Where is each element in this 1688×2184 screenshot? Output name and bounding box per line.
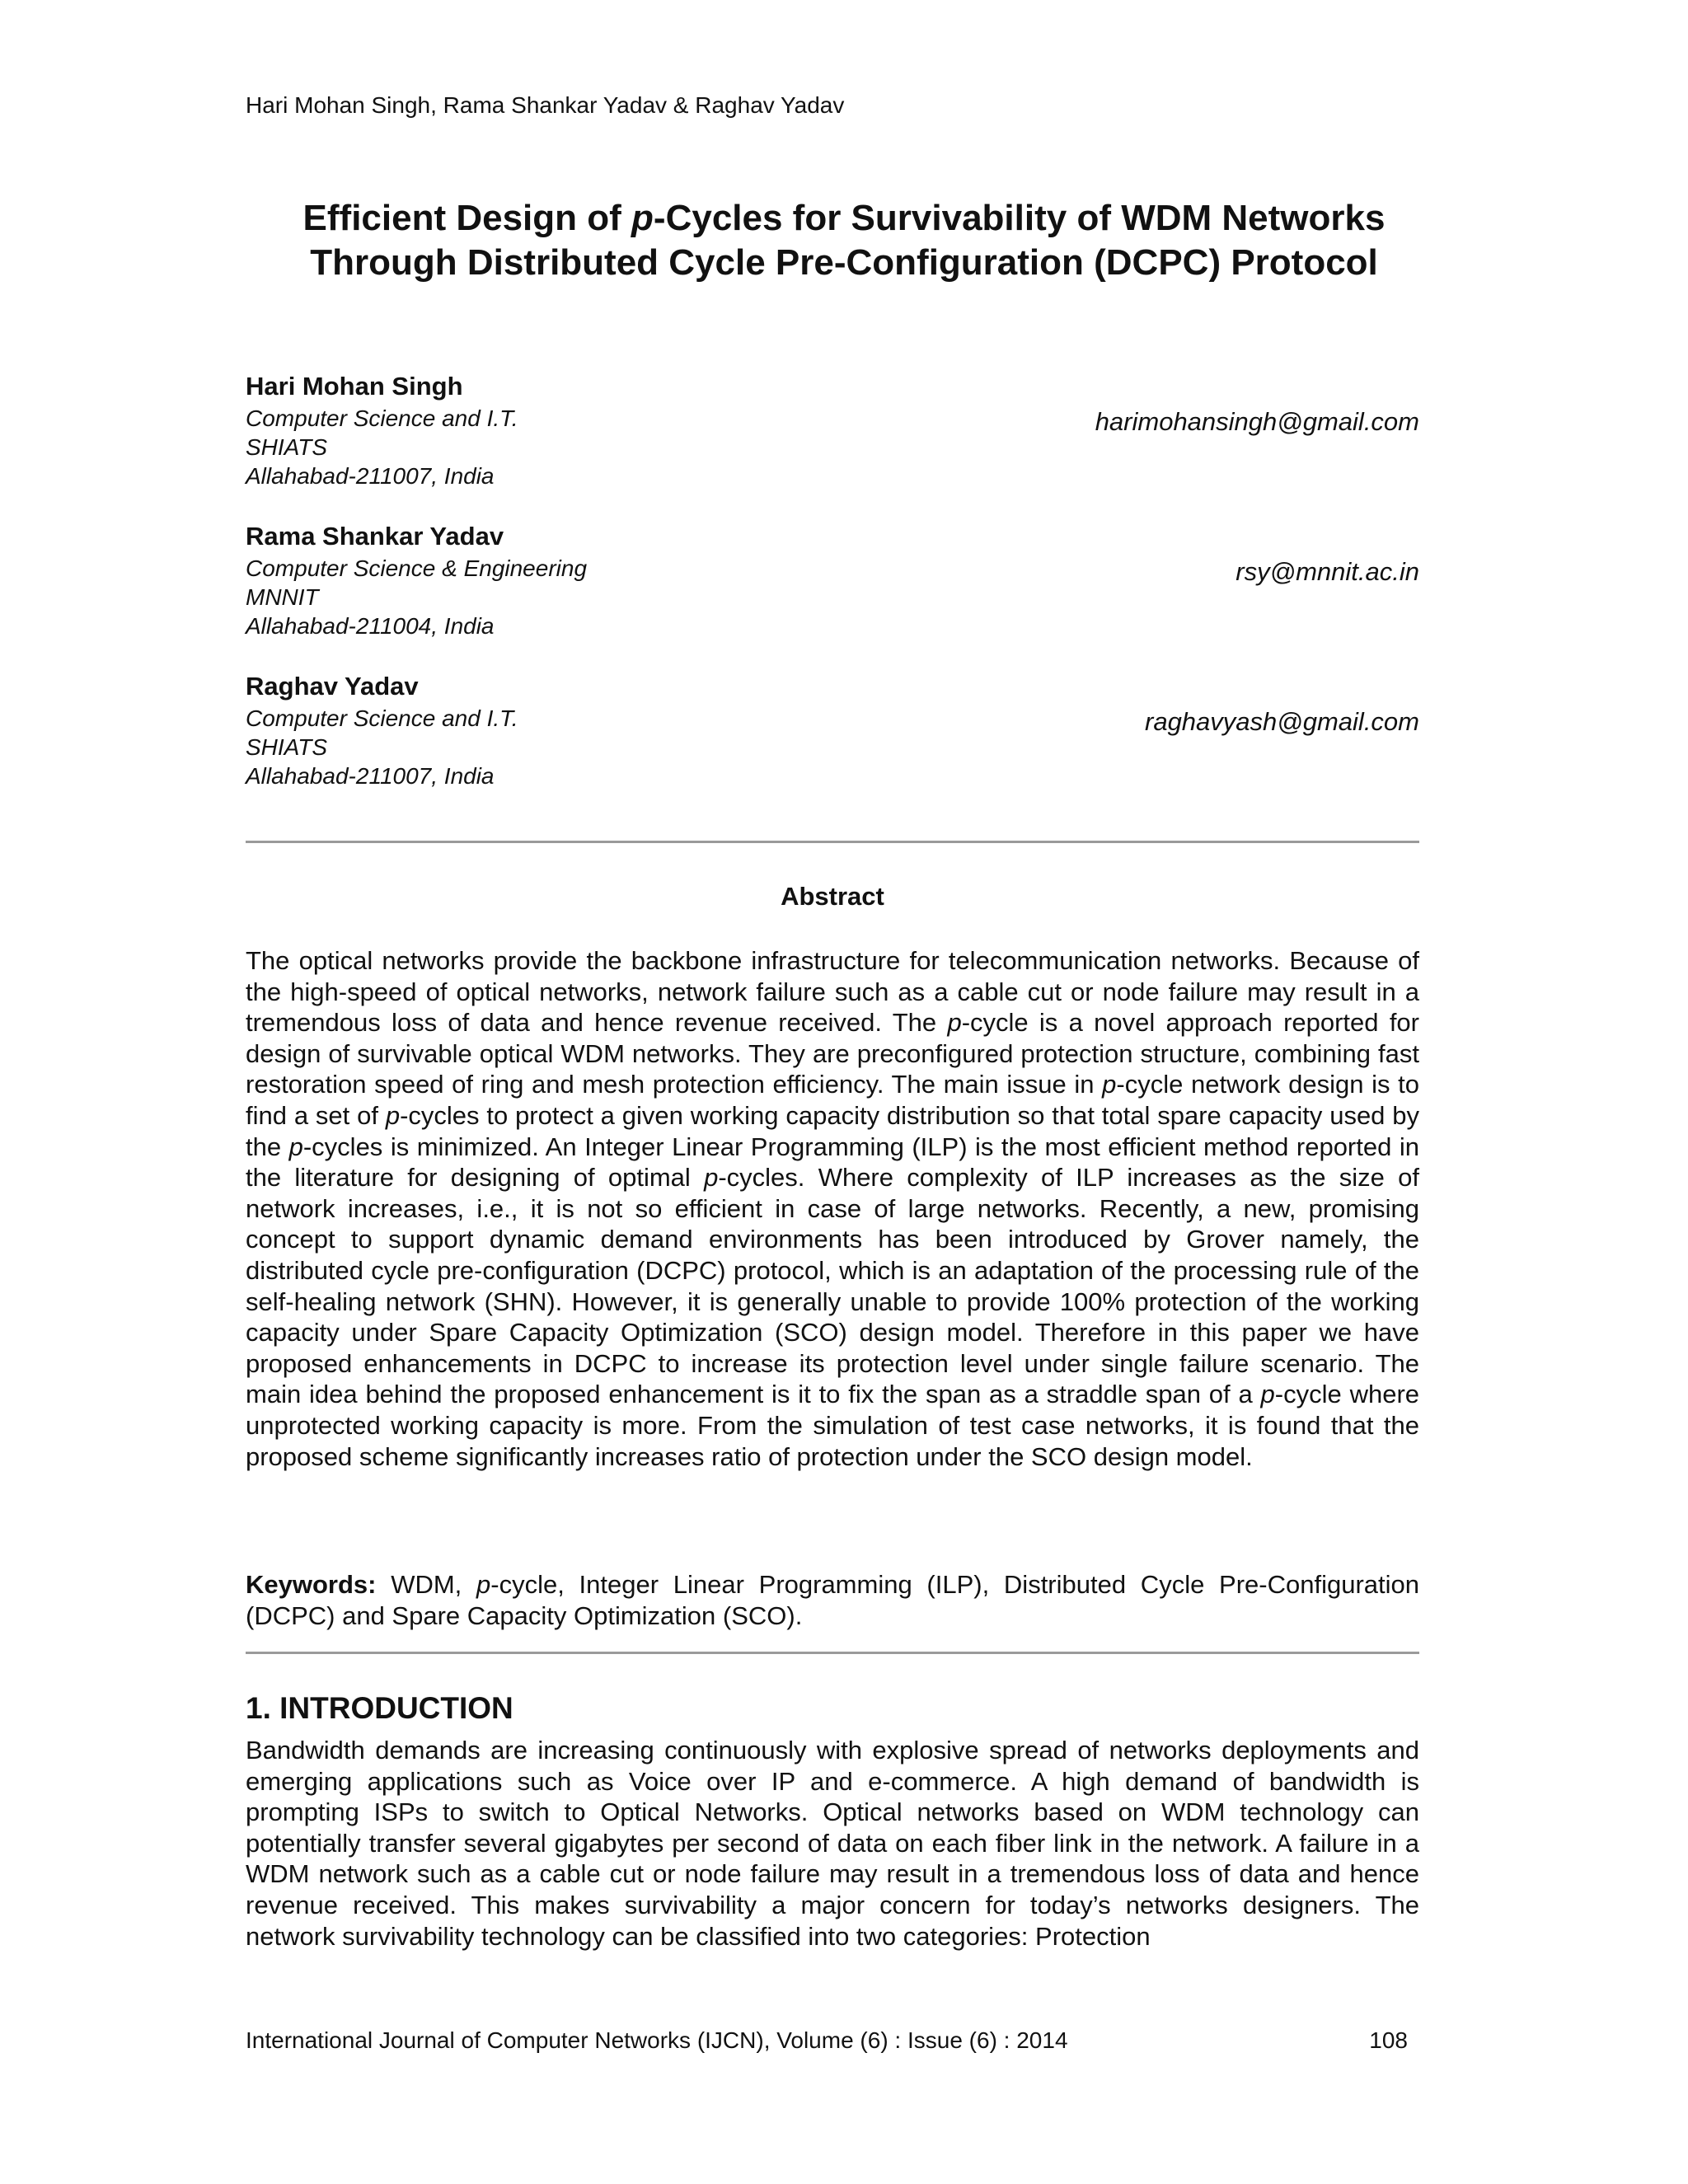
keywords: Keywords: WDM, p-cycle, Integer Linear Programming (ILP), Distributed Cycle Pre-Configuration (DCPC) and Spare Capacity Optimization (SCO).	[246, 1570, 1419, 1630]
author-inst: MNNIT	[246, 584, 319, 610]
author-name: Rama Shankar Yadav	[246, 522, 504, 551]
author-city: Allahabad-211007, India	[246, 463, 495, 489]
author-block	[246, 669, 1419, 790]
section-heading: 1. INTRODUCTION	[246, 1691, 513, 1725]
author-dept: Computer Science & Engineering	[246, 555, 588, 581]
running-head: Hari Mohan Singh, Rama Shankar Yadav & Raghav Yadav	[246, 92, 845, 118]
author-email: rsy@mnnit.ac.in	[1236, 557, 1419, 586]
author-dept: Computer Science and I.T.	[246, 405, 518, 431]
title-line1-italic: p	[631, 198, 654, 238]
paper-title	[165, 196, 1523, 285]
author-block	[246, 369, 1419, 490]
page-footer	[246, 2027, 1408, 2054]
abstract-heading: Abstract	[781, 882, 884, 911]
title-line2: Through Distributed Cycle Pre-Configuration (DCPC) Protocol	[310, 242, 1378, 283]
journal-citation: International Journal of Computer Networks (IJCN), Volume (6) : Issue (6) : 2014	[246, 2027, 1068, 2053]
author-city: Allahabad-211007, India	[246, 763, 495, 789]
title-line1-post: -Cycles for Survivability of WDM Networks	[653, 198, 1386, 238]
intro-text: Bandwidth demands are increasing continuously with explosive spread of networks deployments and emerging applications such as Voice over IP and e-commerce. A high demand of bandwidth is prompting ISPs to switch to Optical Networks. Optical networks based on WDM technology can potentially transfer several gigabytes per second of data on each fiber link in the network. A failure in a WDM network such as a cable cut or node failure may result in a tremendous loss of data and hence revenue received. This makes survivability a major concern for today’s networks designers. The network survivability technology can be classified into two categories: Protection	[246, 1736, 1419, 1951]
section-divider	[246, 841, 1419, 843]
author-dept: Computer Science and I.T.	[246, 705, 518, 731]
page-number: 108	[1369, 2027, 1408, 2053]
title-line1-pre: Efficient Design of	[302, 198, 632, 238]
author-name: Raghav Yadav	[246, 672, 419, 701]
abstract-text: The optical networks provide the backbone infrastructure for telecommunication networks. Because of the high-speed of optical networks, network failure such as a cable cut or node failure may result in a tremendous loss of data and hence revenue received. The p-cycle is a novel approach reported for design of survivable optical WDM networks. They are preconfigured protection structure, combining fast restoration speed of ring and mesh protection efficiency. The main issue in p-cycle network design is to find a set of p-cycles to protect a given working capacity distribution so that total spare capacity used by the p-cycles is minimized. An Integer Linear Programming (ILP) is the most efficient method reported in the literature for designing of optimal p-cycles. Where complexity of ILP increases as the size of network increases, i.e., it is not so efficient in case of large networks. Recently, a new, promising concept to support dynamic demand environments has been introduced by Grover namely, the distributed cycle pre-configuration (DCPC) protocol, which is an adaptation of the processing rule of the self-healing network (SHN). However, it is generally unable to provide 100% protection of the working capacity under Spare Capacity Optimization (SCO) design model. Therefore in this paper we have proposed enhancements in DCPC to increase its protection level under single failure scenario. The main idea behind the proposed enhancement is it to fix the span as a straddle span of a p-cycle where unprotected working capacity is more. From the simulation of test case networks, it is found that the proposed scheme significantly increases ratio of protection under the SCO design model.	[246, 946, 1420, 1471]
author-name: Hari Mohan Singh	[246, 372, 463, 401]
author-email: raghavyash@gmail.com	[1145, 707, 1419, 736]
author-city: Allahabad-211004, India	[246, 613, 495, 639]
author-block	[246, 519, 1419, 640]
keywords-label: Keywords:	[246, 1570, 377, 1599]
section-divider	[246, 1652, 1419, 1654]
author-inst: SHIATS	[246, 734, 328, 760]
author-inst: SHIATS	[246, 434, 328, 460]
author-email: harimohansingh@gmail.com	[1095, 407, 1419, 436]
